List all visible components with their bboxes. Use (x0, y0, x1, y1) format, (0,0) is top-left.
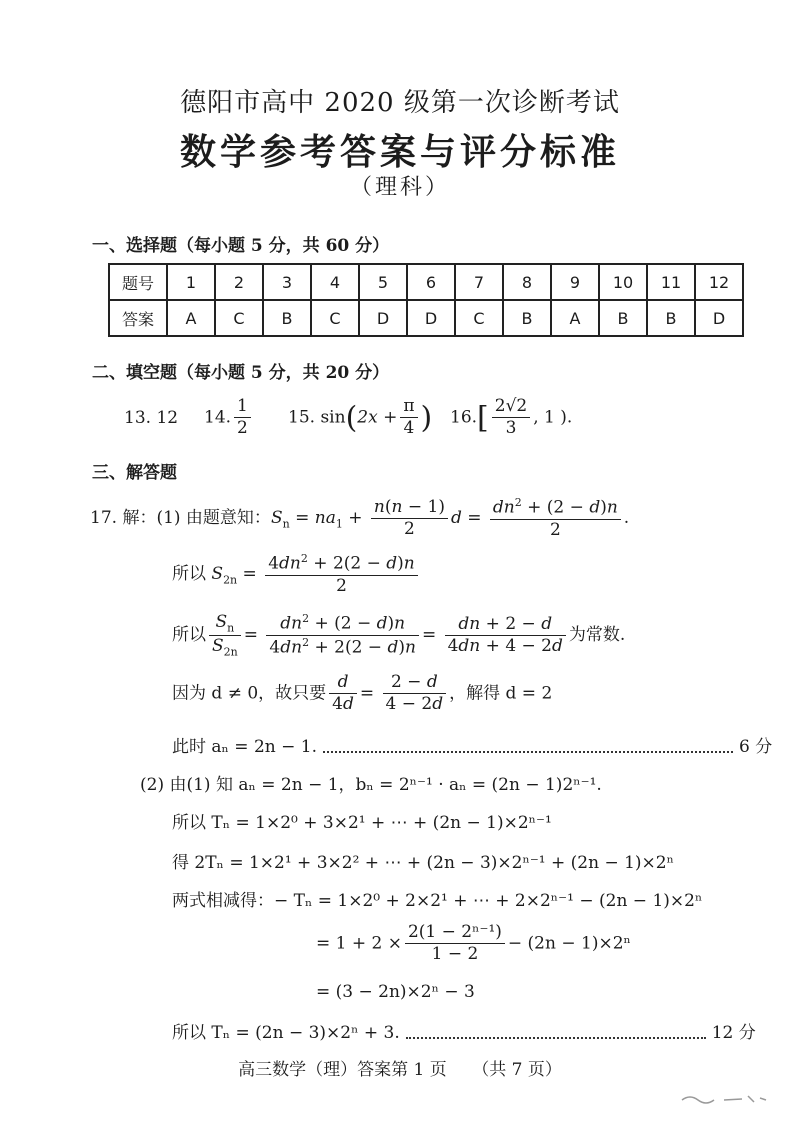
fraction: $\frac{n(n - 1)}{2}$ (371, 497, 448, 541)
question-number-row (109, 264, 743, 300)
numerator: 2√2 (492, 396, 530, 418)
fraction (405, 922, 505, 966)
solution-17-line-5 (172, 732, 772, 757)
fraction: $\frac{d}{4d}$ (329, 672, 357, 716)
answer-table (108, 263, 744, 337)
solution-17-part-2: (2) 由(1) 知 aₙ = 2n − 1，bₙ = 2ⁿ⁻¹ · aₙ = (2n − 1)2ⁿ⁻¹. (140, 775, 602, 795)
solution-17-t6 (172, 1018, 756, 1043)
denominator: 2 (237, 418, 248, 439)
fraction: $\frac{4dn^2 + 2(2 - d)n}{2}$ (265, 552, 418, 597)
fraction (492, 396, 530, 440)
solution-17-t3: 两式相减得：− Tₙ = 1×2⁰ + 2×2¹ + ⋯ + 2×2ⁿ⁻¹ − (2n − 1)×2ⁿ (172, 891, 703, 911)
solution-17-t1: 所以 Tₙ = 1×2⁰ + 3×2¹ + ⋯ + (2n − 1)×2ⁿ⁻¹ (172, 813, 552, 833)
table-cell: 7 (455, 264, 503, 300)
solution-17-line-4: 因为 d ≠ 0，故只要 $\frac{d}{4d}$ = $\frac{2 - d}{4 - 2d}$ ，解得 d = 2 (172, 672, 553, 715)
dot-leader (323, 751, 733, 753)
dot-leader (406, 1037, 706, 1039)
answer-14-label: 14. (204, 407, 232, 428)
denominator: 1 − 2 (431, 944, 479, 965)
t4-prefix: = 1 + 2 × (316, 933, 402, 954)
line-5-text: 此时 aₙ = 2n − 1. (172, 737, 317, 757)
solution-17-line-1: 17. 解：(1) 由题意知：$S_n = na_1$ + $\frac{n(n - 1)}{2}$ d = $\frac{dn^2 + (2 - d)n}{2}$ . (90, 496, 630, 540)
subject-label: （理科） (349, 175, 450, 200)
t4-suffix: − (2n − 1)×2ⁿ (507, 933, 631, 954)
answer-16: 16.[ $\frac{2√2}{3}$ , 1 ). (450, 396, 573, 439)
fraction: $\frac{2 - d}{4 - 2d}$ (383, 672, 447, 716)
score-12: 12 分 (711, 1023, 756, 1043)
answer-row (109, 300, 743, 336)
table-cell: C (215, 300, 263, 336)
table-cell: 4 (311, 264, 359, 300)
line-4-prefix: 因为 d ≠ 0，故只要 (172, 683, 327, 704)
numerator: π (400, 396, 417, 418)
table-cell: 1 (167, 264, 215, 300)
table-cell: B (599, 300, 647, 336)
fraction: $\frac{S_n}{S_{2n}}$ (209, 612, 241, 659)
answer-16-tail: , 1 ). (533, 407, 573, 428)
solution-17-t2: 得 2Tₙ = 1×2¹ + 3×2² + ⋯ + (2n − 3)×2ⁿ⁻¹ + (2n − 1)×2ⁿ (172, 853, 674, 873)
table-cell: C (311, 300, 359, 336)
solution-17-line-3: 所以 $\frac{S_n}{S_{2n}}$ = $\frac{dn^2 + (2 - d)n}{4dn^2 + 2(2 - d)n}$ = $\frac{dn + 2 - d}{4dn + 4 - 2d}$ 为常数. (172, 612, 626, 659)
solution-17-t5: = (3 − 2n)×2ⁿ − 3 (316, 982, 475, 1002)
section-1-heading: 一、选择题（每小题 5 分，共 60 分） (92, 236, 390, 256)
answer-15: 15. sin(2x + $\frac{\pi}{4}$ ) (288, 396, 433, 439)
fraction (234, 396, 251, 440)
table-cell: 3 (263, 264, 311, 300)
row-label-answer: 答案 (109, 300, 167, 336)
answer-13: 13. 12 (124, 408, 179, 428)
table-cell: 6 (407, 264, 455, 300)
solution-17-label: 17. 解：(1) 由题意知： (90, 508, 271, 529)
t6-text: 所以 Tₙ = (2n − 3)×2ⁿ + 3. (172, 1023, 400, 1043)
fraction: $\frac{dn^2 + (2 - d)n}{2}$ (490, 496, 621, 541)
answer-14 (204, 396, 254, 440)
fraction: $\frac{dn + 2 - d}{4dn + 4 - 2d}$ (445, 614, 566, 658)
table-cell: 8 (503, 264, 551, 300)
answer-15-label: 15. sin (288, 407, 346, 428)
table-cell: 11 (647, 264, 695, 300)
fraction (400, 396, 417, 440)
section-3-heading: 三、解答题 (92, 463, 177, 483)
table-cell: D (695, 300, 743, 336)
table-cell: 9 (551, 264, 599, 300)
numerator: 1 (234, 396, 251, 418)
table-cell: 12 (695, 264, 743, 300)
exam-title: 德阳市高中 2020 级第一次诊断考试 (180, 88, 620, 118)
solution-17-t4 (316, 922, 631, 966)
table-cell: B (647, 300, 695, 336)
score-6: 6 分 (738, 737, 773, 757)
table-cell: D (359, 300, 407, 336)
pen-mark (680, 1088, 770, 1108)
section-2-heading: 二、填空题（每小题 5 分，共 20 分） (92, 363, 390, 383)
fraction: $\frac{dn^2 + (2 - d)n}{4dn^2 + 2(2 - d)n}$ (266, 612, 419, 659)
line-4-suffix: ，解得 d = 2 (449, 683, 553, 704)
denominator: 4 (403, 418, 415, 439)
table-cell: B (503, 300, 551, 336)
table-cell: B (263, 300, 311, 336)
table-cell: D (407, 300, 455, 336)
therefore-label: 所以 (172, 564, 206, 585)
document-title: 数学参考答案与评分标准 (179, 131, 620, 173)
table-cell: 10 (599, 264, 647, 300)
numerator: 2(1 − 2ⁿ⁻¹) (405, 922, 505, 944)
therefore-label: 所以 (172, 625, 206, 646)
denominator: 3 (505, 418, 517, 439)
table-cell: A (551, 300, 599, 336)
solution-17-line-2: 所以 $S_{2n}$ = $\frac{4dn^2 + 2(2 - d)n}{2}$ (172, 552, 421, 597)
table-cell: 2 (215, 264, 263, 300)
table-cell: A (167, 300, 215, 336)
table-cell: C (455, 300, 503, 336)
answer-15-mid: 2x + (357, 407, 398, 428)
row-label-number: 题号 (109, 264, 167, 300)
page-footer: 高三数学（理）答案第 1 页 （共 7 页） (238, 1060, 562, 1080)
table-cell: 5 (359, 264, 407, 300)
answer-16-label: 16. (450, 407, 478, 428)
